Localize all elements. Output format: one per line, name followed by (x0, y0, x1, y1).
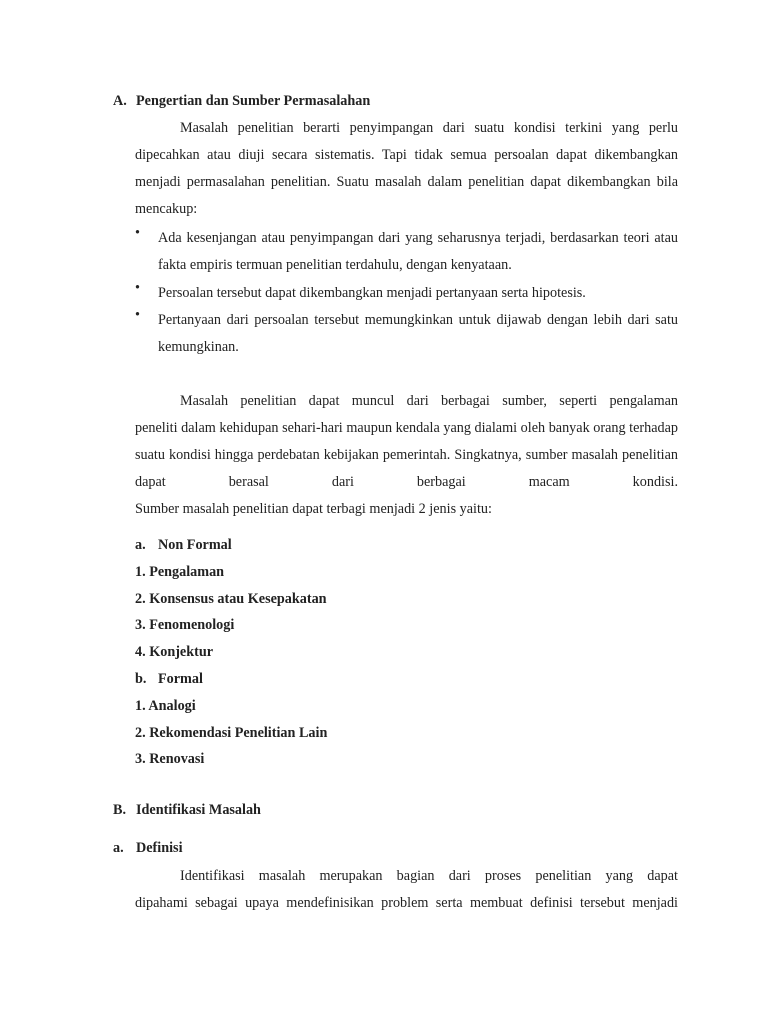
definisi-heading (113, 840, 183, 857)
formal-title: Formal (158, 670, 203, 687)
paragraph-1-body: dipecahkan atau diuji secara sistematis. Tapi tidak semua persoalan dapat dikembangkan menjadi permasalahan penelitian. Suatu masalah dalam penelitian dapat dikembangkan bila mencakup: (135, 147, 678, 218)
list-item: 3. Renovasi (135, 751, 205, 768)
bullet-symbol: • (135, 225, 140, 241)
bullet-text: Persoalan tersebut dapat dikembangkan menjadi pertanyaan serta hipotesis. (158, 285, 586, 301)
formal-heading (135, 666, 327, 693)
bullet-text: Pertanyaan dari persoalan tersebut memungkinkan untuk dijawab dengan lebih dari satu kemungkinan. (158, 312, 678, 356)
list-item: 1. Analogi (135, 697, 196, 714)
paragraph-3: Sumber masalah penelitian dapat terbagi menjadi 2 jenis yaitu: (135, 501, 492, 517)
bullet-item-1 (135, 225, 678, 279)
non-formal-title: Non Formal (158, 537, 232, 553)
section-a-label: A. (113, 93, 127, 109)
non-formal-heading (135, 532, 327, 559)
section-a-title: Pengertian dan Sumber Permasalahan (136, 93, 371, 109)
sources-list (135, 532, 327, 773)
bullet-item-2 (135, 280, 678, 307)
formal-label: b. (135, 670, 147, 687)
bullet-text: Ada kesenjangan atau penyimpangan dari yang seharusnya terjadi, berdasarkan teori atau fakta empiris termuan penelitian terdahulu, dengan kenyataan. (158, 230, 678, 274)
definisi-label: a. (113, 840, 124, 856)
list-item: 3. Fenomenologi (135, 617, 235, 634)
definisi-paragraph-second-line: dipahami sebagai upaya mendefinisikan problem serta membuat definisi tersebut menjadi (135, 895, 678, 911)
definisi-paragraph-first-line: Identifikasi masalah merupakan bagian dari proses penelitian yang dapat (180, 868, 678, 884)
list-item: 4. Konjektur (135, 644, 214, 661)
paragraph-1-first-line: Masalah penelitian berarti penyimpangan dari suatu kondisi terkini yang perlu (180, 120, 678, 136)
section-b-heading (113, 802, 261, 819)
bullet-symbol: • (135, 307, 140, 323)
section-b-label: B. (113, 802, 127, 818)
definisi-title: Definisi (136, 840, 183, 856)
paragraph-2-body: peneliti dalam kehidupan sehari-hari maupun kendala yang dialami oleh banyak orang terhadap suatu kondisi hingga perdebatan kebijakan pemerintah. Singkatnya, sumber masalah penelitian dapat berasal dari berbagai macam kondisi. (135, 420, 678, 491)
list-item: 2. Rekomendasi Penelitian Lain (135, 724, 328, 741)
bullet-symbol: • (135, 280, 140, 296)
bullet-item-3 (135, 307, 678, 361)
list-item: 2. Konsensus atau Kesepakatan (135, 590, 327, 607)
non-formal-label: a. (135, 537, 146, 553)
section-b-title: Identifikasi Masalah (136, 802, 261, 818)
section-a-heading (113, 93, 370, 110)
list-item: 1. Pengalaman (135, 563, 225, 580)
paragraph-2-first-line: Masalah penelitian dapat muncul dari berbagai sumber, seperti pengalaman (180, 393, 678, 409)
